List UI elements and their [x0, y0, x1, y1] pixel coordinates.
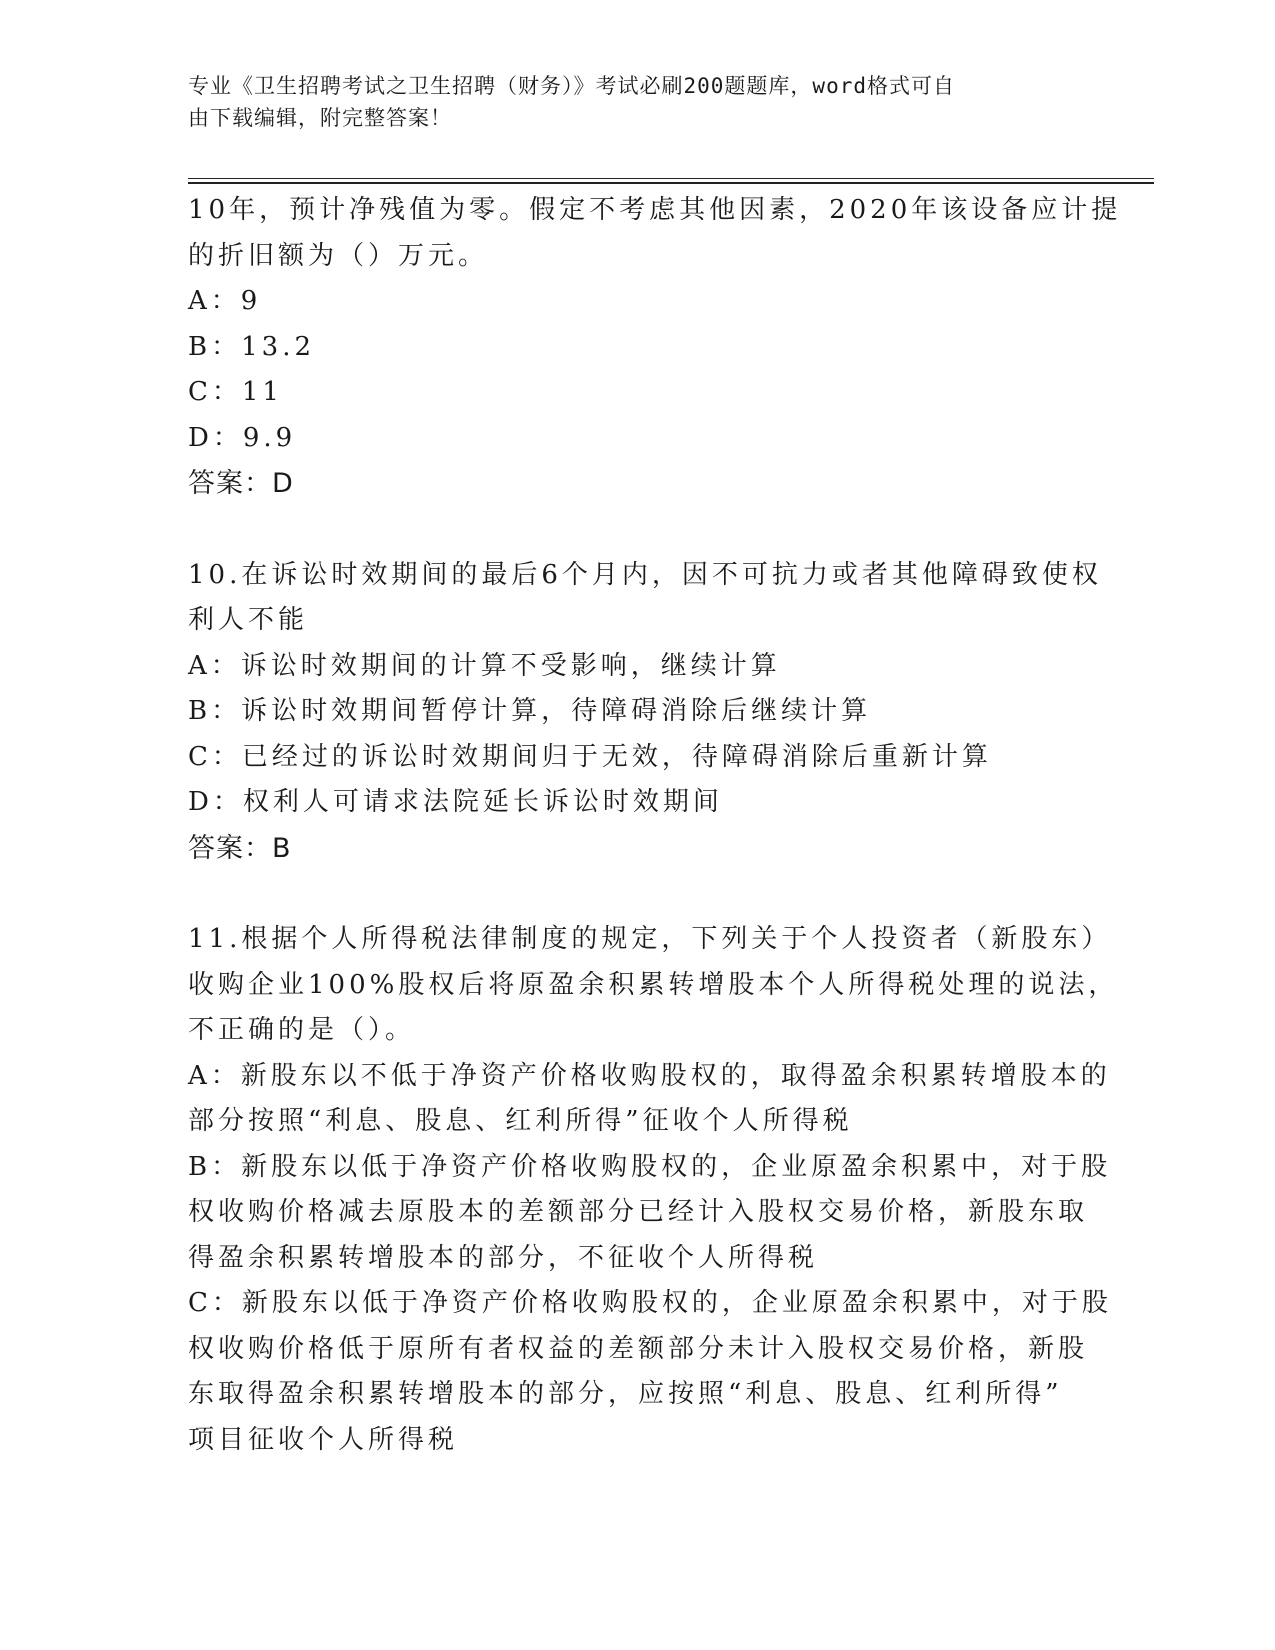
- option-a: A：诉讼时效期间的计算不受影响，继续计算: [188, 650, 781, 681]
- option-b: B：诉讼时效期间暂停计算，待障碍消除后继续计算: [188, 696, 872, 726]
- option-a: A：9: [188, 286, 262, 316]
- question-text-line: 10.在诉讼时效期间的最后6个月内，因不可抗力或者其他障碍致使权: [188, 559, 1102, 590]
- option-c: C：11: [188, 377, 283, 407]
- question-text-line: 利人不能: [188, 605, 309, 635]
- option-b: B：13.2: [188, 331, 315, 362]
- option-d: D：权利人可请求法院延长诉讼时效期间: [188, 787, 723, 817]
- option-c: C：已经过的诉讼时效期间归于无效，待障碍消除后重新计算: [188, 741, 992, 772]
- answer: 答案：D: [188, 468, 294, 499]
- option-a: 部分按照“利息、股息、红利所得”征收个人所得税: [188, 1106, 853, 1136]
- question-text-line: 收购企业100%股权后将原盈余积累转增股本个人所得税处理的说法，: [188, 969, 1119, 1000]
- option-c: C：新股东以低于净资产价格收购股权的，企业原盈余积累中，对于股: [188, 1288, 1112, 1318]
- option-a: A：新股东以不低于净资产价格收购股权的，取得盈余积累转增股本的: [188, 1060, 1111, 1091]
- header-divider: [188, 178, 1154, 184]
- option-c: 东取得盈余积累转增股本的部分，应按照“利息、股息、红利所得”: [188, 1379, 1063, 1409]
- header-line-2: 由下载编辑，附完整答案！: [188, 106, 452, 130]
- question-text-line: 11.根据个人所得税法律制度的规定，下列关于个人投资者（新股东）: [188, 924, 1112, 954]
- question-list: [188, 188, 1122, 1463]
- option-b: 权收购价格减去原股本的差额部分已经计入股权交易价格，新股东取: [188, 1197, 1089, 1227]
- option-c: 项目征收个人所得税: [188, 1424, 459, 1455]
- option-b: 得盈余积累转增股本的部分，不征收个人所得税: [188, 1242, 819, 1273]
- option-b: B：新股东以低于净资产价格收购股权的，企业原盈余积累中，对于股: [188, 1151, 1112, 1182]
- option-c: 权收购价格低于原所有者权益的差额部分未计入股权交易价格，新股: [188, 1333, 1089, 1364]
- answer: 答案：B: [188, 832, 292, 864]
- question-text-line: 不正确的是（）。: [188, 1015, 416, 1045]
- spacer: [188, 507, 1068, 553]
- option-d: D：9.9: [188, 422, 297, 453]
- question-10: [188, 553, 1102, 872]
- header-line-1: 专业《卫生招聘考试之卫生招聘（财务）》考试必刷200题题库，word格式可自: [188, 74, 955, 98]
- question-text-line: 10年，预计净残值为零。假定不考虑其他因素，2020年该设备应计提: [188, 195, 1122, 225]
- question-11: [188, 917, 1119, 1463]
- question-9: [188, 188, 1122, 507]
- question-text-line: 的折旧额为（）万元。: [188, 240, 489, 271]
- document-header: [188, 70, 1068, 134]
- spacer: [188, 871, 1068, 917]
